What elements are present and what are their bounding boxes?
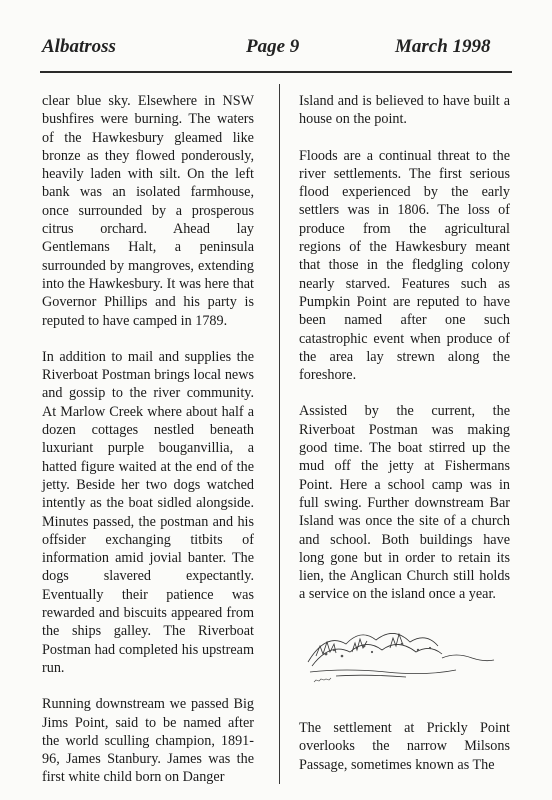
column-divider bbox=[279, 84, 280, 784]
sketch-signature bbox=[314, 678, 331, 682]
paragraph: Floods are a continual threat to the river settlements. The first serious flood experienced by the early settlers was in 1806. The loss of produce from the agricultural regions of the Hawkesbury meant that those in the fledgling colony nearly starved. Features such as Pumpkin Point are reputed to have been named after one such catastrophic event when produce of the area lay strewn along the foreshore. bbox=[299, 147, 510, 384]
paragraph: Assisted by the current, the Riverboat Postman was making good time. The boat stirred up the mud off the jetty at Fishermans Point. Here a school camp was in full swing. Further downstream Bar Island was once the site of a church and school. Both buildings have long gone but in order to retain its lien, the Anglican Church still holds a service on the island once a year. bbox=[299, 403, 510, 603]
paragraph: In addition to mail and supplies the Riverboat Postman brings local news and gossip to the river community. At Marlow Creek where about half a dozen cottages nestled beneath luxuriant purple bouganvillia, a hatted figure waited at the end of the jetty. Beside her two dogs watched intently as the boat sidled alongside. Minutes passed, the postman and his offsider exchanging titbits of information amid jovial banter. The dogs slavered expectantly. Eventually their patience was rewarded and biscuits appeared from the ships galley. The Riverboat Postman had completed his upstream run. bbox=[42, 348, 254, 676]
river-sketch-illustration bbox=[306, 622, 496, 684]
page-number: Page 9 bbox=[246, 36, 300, 57]
right-column bbox=[299, 92, 510, 604]
publication-title: Albatross bbox=[42, 36, 116, 57]
paragraph: clear blue sky. Elsewhere in NSW bushfires were burning. The waters of the Hawkesbury gleamed like bronze as they flowed ponderously, heavily laden with silt. On the left bank was an isolated farmhouse, once surrounded by a prosperous citrus orchard. Ahead lay Gentlemans Halt, a peninsula surrounded by mangroves, extending into the Hawkesbury. It was here that Governor Phillips and his party is reputed to have camped in 1789. bbox=[42, 93, 254, 329]
issue-date: March 1998 bbox=[395, 36, 491, 57]
paragraph: Running downstream we passed Big Jims Point, said to be named after the world sculling champion, 1891-96, James Stanbury. James was the first white child born on Danger bbox=[42, 696, 254, 786]
page-header bbox=[0, 36, 552, 62]
left-column bbox=[42, 92, 254, 787]
paragraph: The settlement at Prickly Point overlooks the narrow Milsons Passage, sometimes known as The bbox=[299, 720, 510, 773]
header-rule bbox=[40, 71, 512, 73]
right-column-continued bbox=[299, 719, 510, 774]
paragraph: Island and is believed to have built a house on the point. bbox=[299, 93, 510, 128]
